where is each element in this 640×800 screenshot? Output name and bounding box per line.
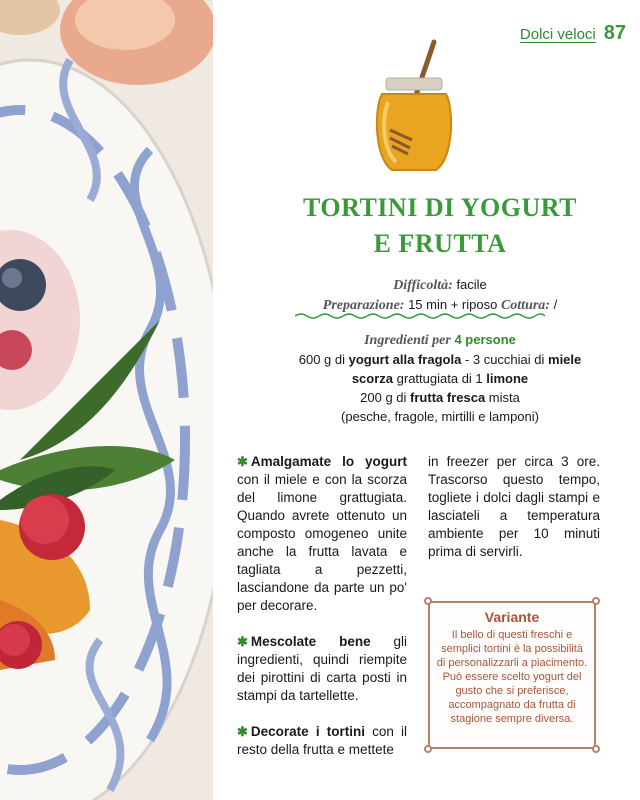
cook-label: Cottura: [500,298,550,313]
step-3-continuation: in freezer per circa 3 ore. Trascorso questo tempo, togliete i dolci dagli stampi e lasciateli a temperatura ambiente per 10 minuti prima di servirli. [428,454,600,559]
bullet-icon: ✱ [237,724,248,739]
dessert-photo [0,0,213,800]
ingredients-label: Ingredienti per [364,333,451,348]
step-1-text: con il miele e con la scorza del limone grattugiata. Quando avrete ottenuto un composto omogeneo unite anche la frutta lavata e tagliata a pezzetti, lasciandone da parte un po' per decorare. [237,472,407,613]
steps-column-2 [428,453,600,561]
recipe-title [240,190,640,262]
variant-box [428,601,596,749]
ingredient-text: 200 g di [360,390,411,405]
difficulty-row [240,275,640,295]
ingredient-text: grattugiata di 1 [393,371,487,386]
divider-squiggle [295,312,545,320]
ingredient-line-3 [240,388,640,407]
corner-ornament [592,597,600,605]
cook-value: / [553,297,558,312]
corner-ornament [424,745,432,753]
ingredient-bold: yogurt alla fragola [348,352,462,367]
title-line-1: TORTINI DI YOGURT [303,193,577,222]
step-2 [237,633,407,705]
prep-label: Preparazione: [322,298,405,313]
difficulty-value: facile [456,277,487,292]
ingredients-block [240,330,640,426]
step-1-heading: Amalgamate lo yogurt [250,454,407,469]
bullet-icon: ✱ [237,454,248,469]
ingredient-bold: scorza [351,371,394,386]
title-line-2: E FRUTTA [373,229,507,258]
variant-body: Il bello di questi freschi e semplici tortini è la possibilità di personalizzarli a piacimento. Può essere scelto yogurt del gusto che si preferisce, accompagnato da frutta di stagione sempre diversa. [436,629,588,725]
step-3 [237,723,407,759]
step-2-heading: Mescolate bene [250,634,371,649]
page-header [520,22,626,45]
ingredient-bold: frutta fresca [410,390,486,405]
corner-ornament [424,597,432,605]
persons-count: 4 persone [454,332,516,347]
difficulty-label: Difficoltà: [393,278,453,293]
honey-jar-icon [368,38,460,178]
step-3-text: con il resto della frutta e mettete [237,724,407,757]
bullet-icon: ✱ [237,634,248,649]
ingredient-bold: limone [486,371,529,386]
recipe-meta [240,275,640,315]
ingredient-line-4: (pesche, fragole, mirtilli e lamponi) [341,409,539,424]
page-number: 87 [603,22,626,44]
variant-title: Variante [484,609,540,625]
prep-value: 15 min + riposo [408,297,498,312]
ingredients-heading [240,330,640,350]
ingredient-line-2 [240,369,640,388]
step-2-text: gli ingredienti, quindi riempite dei pirottini di carta posti in stampi da tartellette. [237,634,407,703]
ingredient-text: 600 g di [298,352,349,367]
ingredient-bold: miele [548,352,582,367]
steps-column-1 [237,453,407,777]
ingredient-line-1 [240,350,640,369]
step-1 [237,453,407,615]
ingredient-text: - 3 cucchiai di [461,352,549,367]
step-3-heading: Decorate i tortini [250,724,365,739]
section-name: Dolci veloci [519,26,596,43]
corner-ornament [592,745,600,753]
ingredient-text: mista [485,390,520,405]
